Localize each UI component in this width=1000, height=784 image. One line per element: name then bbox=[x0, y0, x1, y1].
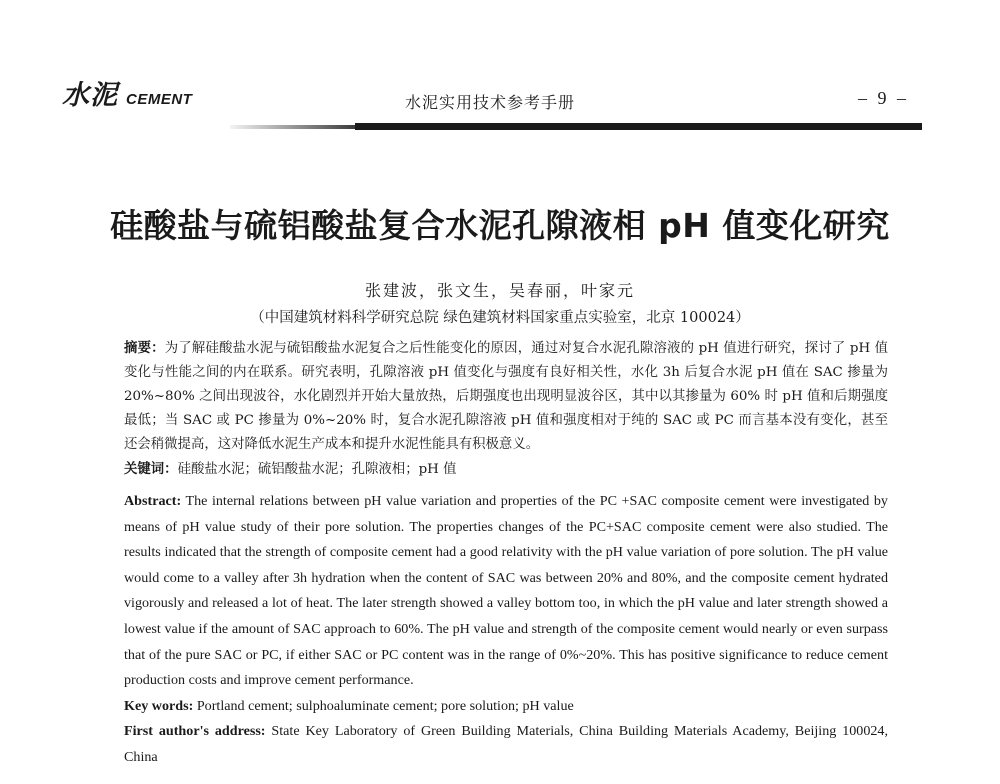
logo-english-text: CEMENT bbox=[126, 91, 193, 108]
keywords-cn-label: 关键词： bbox=[124, 462, 178, 477]
abstract-en-label: Abstract: bbox=[124, 493, 182, 509]
keywords-en-text: Portland cement; sulphoaluminate cement; pore solution; pH value bbox=[196, 697, 574, 714]
affiliation: （中国建筑材料科学研究总院 绿色建筑材料国家重点实验室，北京 100024） bbox=[250, 310, 750, 326]
keywords-cn-text: 硅酸盐水泥；硫铝酸盐水泥；孔隙液相；pH 值 bbox=[177, 462, 457, 477]
header-rule bbox=[355, 123, 922, 130]
abstract-cn-text: 为了解硅酸盐水泥与硫铝酸盐水泥复合之后性能变化的原因，通过对复合水泥孔隙溶液的 pH 值进行研究，探讨了 pH 值变化与性能之间的内在联系。研究表明，孔隙溶液 pH 值变化与强度有良好相关性，水化 3h 后复合水泥 pH 值在 SAC 掺量为 20%~80% 之间出现波谷，水化剧烈并开始大量放热，后期强度也出现明显波谷区，其中以其掺量为 60% 时 pH 值和后期强度最低；当 SAC 或 PC 掺量为 0%~20% 时，复合水泥孔隙溶液 pH 值和强度相对于纯的 SAC 或 PC 而言基本没有变化，甚至还会稍微提高，这对降低水泥生产成本和提升水泥性能具有积极意义。 bbox=[124, 341, 888, 452]
keywords-en bbox=[124, 694, 888, 720]
keywords-cn bbox=[124, 458, 888, 482]
address-label: First author's address: bbox=[124, 723, 266, 740]
header-rule-fade bbox=[230, 125, 355, 129]
abstract-cn bbox=[124, 337, 888, 457]
running-title: 水泥实用技术参考手册 bbox=[405, 93, 576, 112]
chinese-abstract-block bbox=[124, 337, 888, 482]
keywords-en-label: Key words: bbox=[124, 697, 194, 714]
author-list: 张建波，张文生，吴春丽，叶家元 bbox=[364, 281, 635, 300]
abstract-en-text: The internal relations between pH value variation and properties of the PC +SAC composite cement were investigated by means of pH value study of their pore solution. The properties changes of the PC+SAC composite cement were also studied. The results indicated that the strength of composite cement had a good relativity with the pH value variation of pore solution. The pH value would come to a valley after 3h hydration when the content of SAC was between 20% and 80%, and the composite cement hydrated vigorously and released a lot of heat. The later strength showed a valley bottom too, in which the pH value and later strength showed a lowest value if the amount of SAC approach to 60%. The pH value and strength of the composite cement would nearly or even surpass that of the pure SAC or PC, if either SAC or PC content was in the range of 0%~20%. This has positive significance to reduce cement production costs and improve cement performance. bbox=[124, 493, 888, 689]
english-abstract-block bbox=[124, 489, 888, 771]
abstract-cn-label: 摘要： bbox=[124, 341, 165, 356]
journal-logo bbox=[62, 82, 192, 109]
abstract-en bbox=[124, 489, 888, 694]
address-text: State Key Laboratory of Green Building Materials, China Building Materials Academy, Beijing 100024, China bbox=[124, 723, 888, 765]
article-title: 硅酸盐与硫铝酸盐复合水泥孔隙液相 pH 值变化研究 bbox=[110, 206, 890, 245]
page-number: – 9 – bbox=[858, 88, 909, 108]
author-address bbox=[124, 719, 888, 770]
logo-chinese-text: 水泥 bbox=[62, 80, 118, 111]
